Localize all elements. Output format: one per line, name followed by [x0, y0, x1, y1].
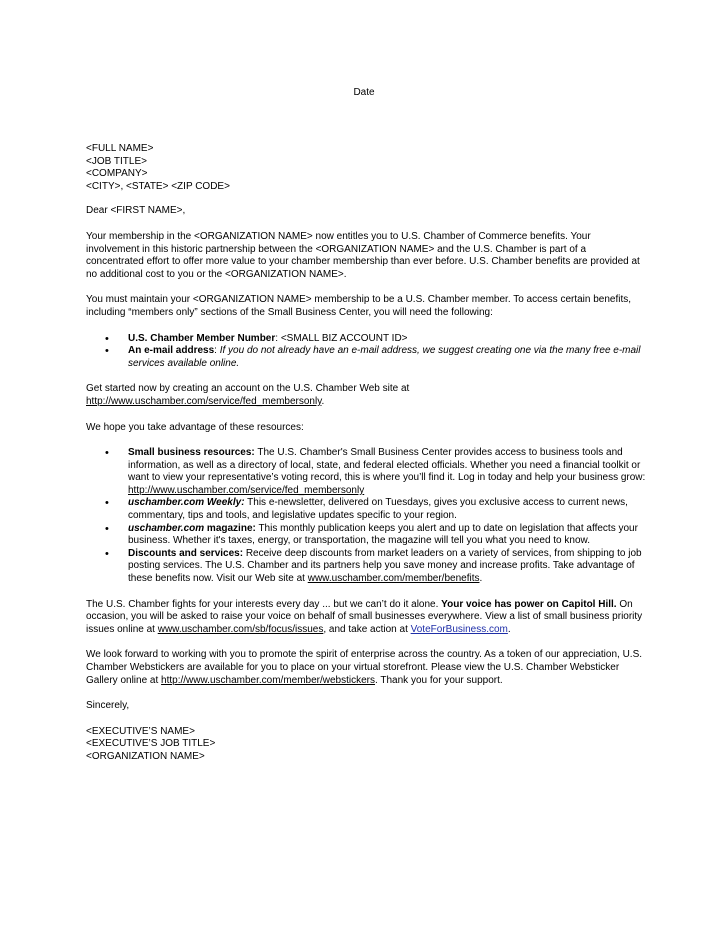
benefits-link[interactable]: www.uschamber.com/member/benefits — [307, 573, 480, 585]
webstickers-link[interactable]: http://www.uschamber.com/member/webstickers — [161, 674, 376, 686]
bullet-icon: • — [105, 522, 109, 535]
paragraph-webstickers: We look forward to working with you to promote the spirit of enterprise across the country. As a token of our appreciation, U.S. Chamber Webstickers are available for you to place on your virtual storefront. Please view the U.S. Chamber Websticker Gallery online at http://www.uschamber.com/member/webstickers. Thank you for your support. — [86, 649, 643, 686]
item-label: U.S. Chamber Member Number — [128, 332, 276, 344]
item-text: : <SMALL BIZ ACCOUNT ID> — [275, 332, 408, 344]
bullet-icon: • — [105, 447, 109, 460]
membersonly-link[interactable]: http://www.uschamber.com/service/fed_membersonly — [128, 484, 365, 496]
item-label: uschamber.com Weekly: — [128, 497, 245, 509]
paragraph-get-started: Get started now by creating an account on the U.S. Chamber Web site at http://www.uschamber.com/service/fed_membersonly. — [86, 383, 410, 407]
list-item — [86, 447, 646, 497]
item-text: If you do not already have an e-mail address, we suggest creating one via the many free e-mail services available online. — [128, 345, 641, 369]
closing: Sincerely, — [86, 700, 130, 712]
item-text: Receive deep discounts from market leaders on a variety of services, from shipping to job posting services. The U.S. Chamber and its partners help you save money and increase profits. Take advantage of these benefits now. Visit our Web site at — [128, 547, 642, 585]
bullet-icon: • — [105, 345, 109, 358]
bullet-icon: • — [105, 497, 109, 510]
focus-issues-link[interactable]: www.uschamber.com/sb/focus/issues — [157, 623, 324, 635]
paragraph-requirements: You must maintain your <ORGANIZATION NAME> membership to be a U.S. Chamber member. To access certain benefits, including “members only” sections of the Small Business Center, you will need the following: — [86, 294, 632, 318]
recipient-full-name: <FULL NAME> — [86, 143, 154, 154]
paragraph-membership: Your membership in the <ORGANIZATION NAME> now entitles you to U.S. Chamber of Commerce benefits. Your involvement in this historic partnership between the <ORGANIZATION NAME> and the U.S. Chamber is part of a concentrated effort to offer more value to your chamber membership than ever before. U.S. Chamber benefits are provided at no additional cost to you or the <ORGANIZATION NAME>. — [86, 230, 640, 280]
item-text: This e-newsletter, delivered on Tuesdays, gives you exclusive access to current news, commentary, tips and tools, and legislative updates specific to your region. — [128, 497, 628, 522]
item-label: Small business resources: — [128, 447, 255, 459]
list-item: • uschamber.com magazine: This monthly publication keeps you alert and up to date on legislation that affects your business. Whether it's taxes, energy, or transportation, the magazine will tell you what you need to know. — [105, 522, 638, 547]
item-label: uschamber.com — [128, 522, 205, 534]
list-item: • Discounts and services: Receive deep discounts from market leaders on a variety of services, from shipping to job posting services. The U.S. Chamber and its partners help you save money and increase profits. Take advantage of these benefits now. Visit our Web site at www.uschamber.com/member/benefits. — [105, 547, 642, 585]
executive-job-title: <EXECUTIVE’S JOB TITLE> — [86, 738, 216, 750]
paragraph-capitol-hill: The U.S. Chamber fights for your interests every day ... but we can’t do it alone. Your voice has power on Capitol Hill. On occasion, you will be asked to raise your voice on behalf of small businesses everywhere. View a list of small business priority issues online at www.uschamber.com/sb/focus/issues, and take action at VoteForBusiness.com. — [86, 598, 643, 635]
bullet-icon: • — [105, 332, 109, 345]
recipient-city-state-zip: <CITY>, <STATE> <ZIP CODE> — [86, 180, 230, 192]
members-only-link[interactable]: http://www.uschamber.com/service/fed_membersonly — [86, 395, 322, 407]
resources-list — [86, 447, 646, 586]
executive-name: <EXECUTIVE’S NAME> — [86, 725, 195, 737]
paragraph-resources-intro: We hope you take advantage of these resources: — [86, 421, 304, 433]
voteforbusiness-link[interactable]: VoteForBusiness.com — [410, 623, 508, 635]
signature-block — [86, 726, 646, 764]
date-line: Date — [353, 87, 375, 98]
recipient-address — [86, 143, 646, 193]
organization-name: <ORGANIZATION NAME> — [86, 750, 205, 762]
requirements-list — [86, 333, 646, 371]
item-label: An e-mail address — [128, 345, 215, 357]
item-text: This monthly publication keeps you alert and up to date on legislation that affects your business. Whether it's taxes, energy, or transportation, the magazine will tell you what you need to know. — [128, 522, 638, 547]
item-text: The U.S. Chamber's Small Business Center provides access to business tools and information, as well as a directory of local, state, and federal elected officials. Whether you need a financial toolkit or want to view your representative’s voting record, this is where you’ll find it. Log in today and help your business grow: — [128, 447, 646, 484]
letter-body — [86, 143, 646, 764]
item-label: Discounts and services: — [128, 547, 244, 559]
bullet-icon: • — [105, 547, 109, 560]
recipient-company: <COMPANY> — [86, 168, 148, 180]
list-item — [86, 497, 646, 522]
list-item — [86, 333, 646, 346]
recipient-job-title: <JOB TITLE> — [86, 155, 147, 167]
salutation: Dear <FIRST NAME>, — [86, 205, 186, 217]
list-item: • An e-mail address: If you do not already have an e-mail address, we suggest creating one via the many free e-mail services available online. — [105, 345, 641, 369]
